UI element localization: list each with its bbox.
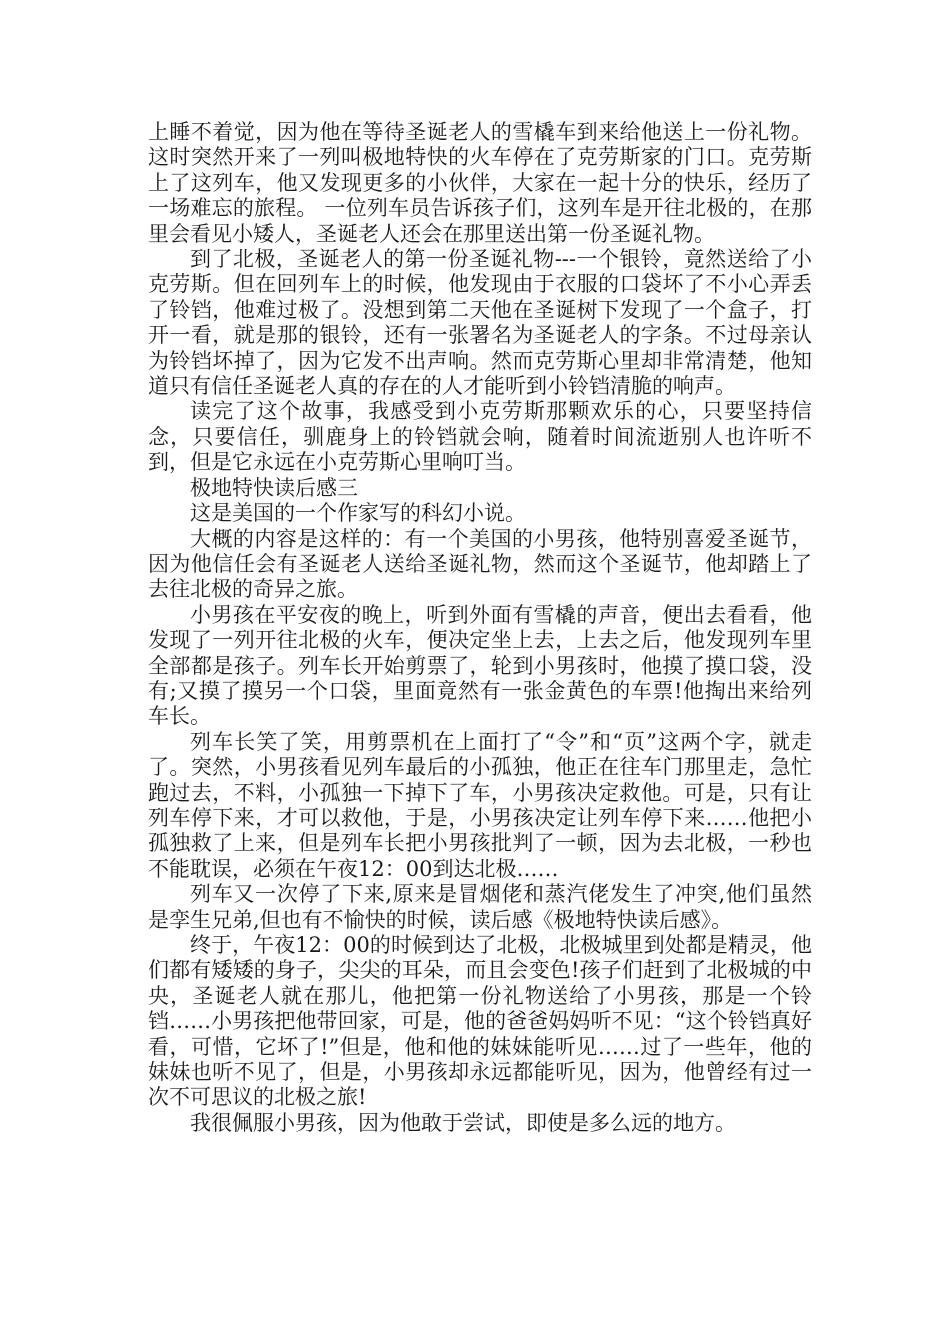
paragraph: 这是美国的一个作家写的科幻小说。 [190, 501, 526, 526]
document-body [148, 120, 812, 1136]
paragraph: 上睡不着觉，因为他在等待圣诞老人的雪橇车到来给他送上一份礼物。这时突然开来了一列叫极地特快的火车停在了克劳斯家的门口。克劳斯上了这列车，他又发现更多的小伙伴，大家在一起十分的快乐，经历了一场难忘的旅程。 一位列车员告诉孩子们，这列车是开往北极的，在那里会看见小矮人，圣诞老人还会在那里送出第一份圣诞礼物。 [148, 120, 812, 246]
paragraph: 到了北极，圣诞老人的第一份圣诞礼物---一个银铃，竟然送给了小克劳斯。但在回列车上的时候，他发现由于衣服的口袋坏了不小心弄丢了铃铛，他难过极了。没想到第二天他在圣诞树下发现了一个盒子，打开一看，就是那的银铃，还有一张署名为圣诞老人的字条。不过母亲认为铃铛坏掉了，因为它发不出声响。然而克劳斯心里却非常清楚，他知道只有信任圣诞老人真的存在的人才能听到小铃铛清脆的响声。 [148, 247, 812, 399]
paragraph: 小男孩在平安夜的晚上，听到外面有雪橇的声音，便出去看看，他发现了一列开往北极的火车，便决定坐上去，上去之后，他发现列车里全部都是孩子。列车长开始剪票了，轮到小男孩时，他摸了摸口袋，没有;又摸了摸另一个口袋，里面竟然有一张金黄色的车票!他掏出来给列车长。 [148, 602, 812, 729]
paragraph: 列车长笑了笑，用剪票机在上面打了“令”和“页”这两个字，就走了。突然，小男孩看见列车最后的小孤独，他正在往车门那里走，急忙跑过去，不料，小孤独一下掉下了车，小男孩决定救他。可是，只有让列车停下来，才可以救他，于是，小男孩决定让列车停下来……他把小孤独救了上来，但是列车长把小男孩批判了一顿，因为去北极，一秒也不能耽误，必须在午夜12：00到达北极…… [148, 729, 812, 881]
paragraph: 终于，午夜12：00的时候到达了北极，北极城里到处都是精灵，他们都有矮矮的身子，尖尖的耳朵，而且会变色!孩子们赶到了北极城的中央，圣诞老人就在那儿，他把第一份礼物送给了小男孩，那是一个铃铛……小男孩把他带回家，可是，他的爸爸妈妈听不见：“这个铃铛真好看，可惜，它坏了!”但是，他和他的妹妹能听见……过了一些年，他的妹妹也听不见了，但是，小男孩却永远都能听见，因为，他曾经有过一次不可思议的北极之旅! [148, 933, 812, 1110]
paragraph: 我很佩服小男孩，因为他敢于尝试，即使是多么远的地方。 [190, 1110, 736, 1135]
section-heading: 极地特快读后感三 [190, 475, 358, 500]
paragraph: 大概的内容是这样的：有一个美国的小男孩，他特别喜爱圣诞节，因为他信任会有圣诞老人送给圣诞礼物，然而这个圣诞节，他却踏上了去往北极的奇异之旅。 [148, 526, 812, 602]
paragraph: 列车又一次停了下来,原来是冒烟佬和蒸汽佬发生了冲突,他们虽然是孪生兄弟,但也有不愉快的时候，读后感《极地特快读后感》。 [148, 882, 812, 932]
paragraph: 读完了这个故事，我感受到小克劳斯那颗欢乐的心，只要坚持信念，只要信任，驯鹿身上的铃铛就会响，随着时间流逝别人也许听不到，但是它永远在小克劳斯心里响叮当。 [148, 399, 812, 475]
